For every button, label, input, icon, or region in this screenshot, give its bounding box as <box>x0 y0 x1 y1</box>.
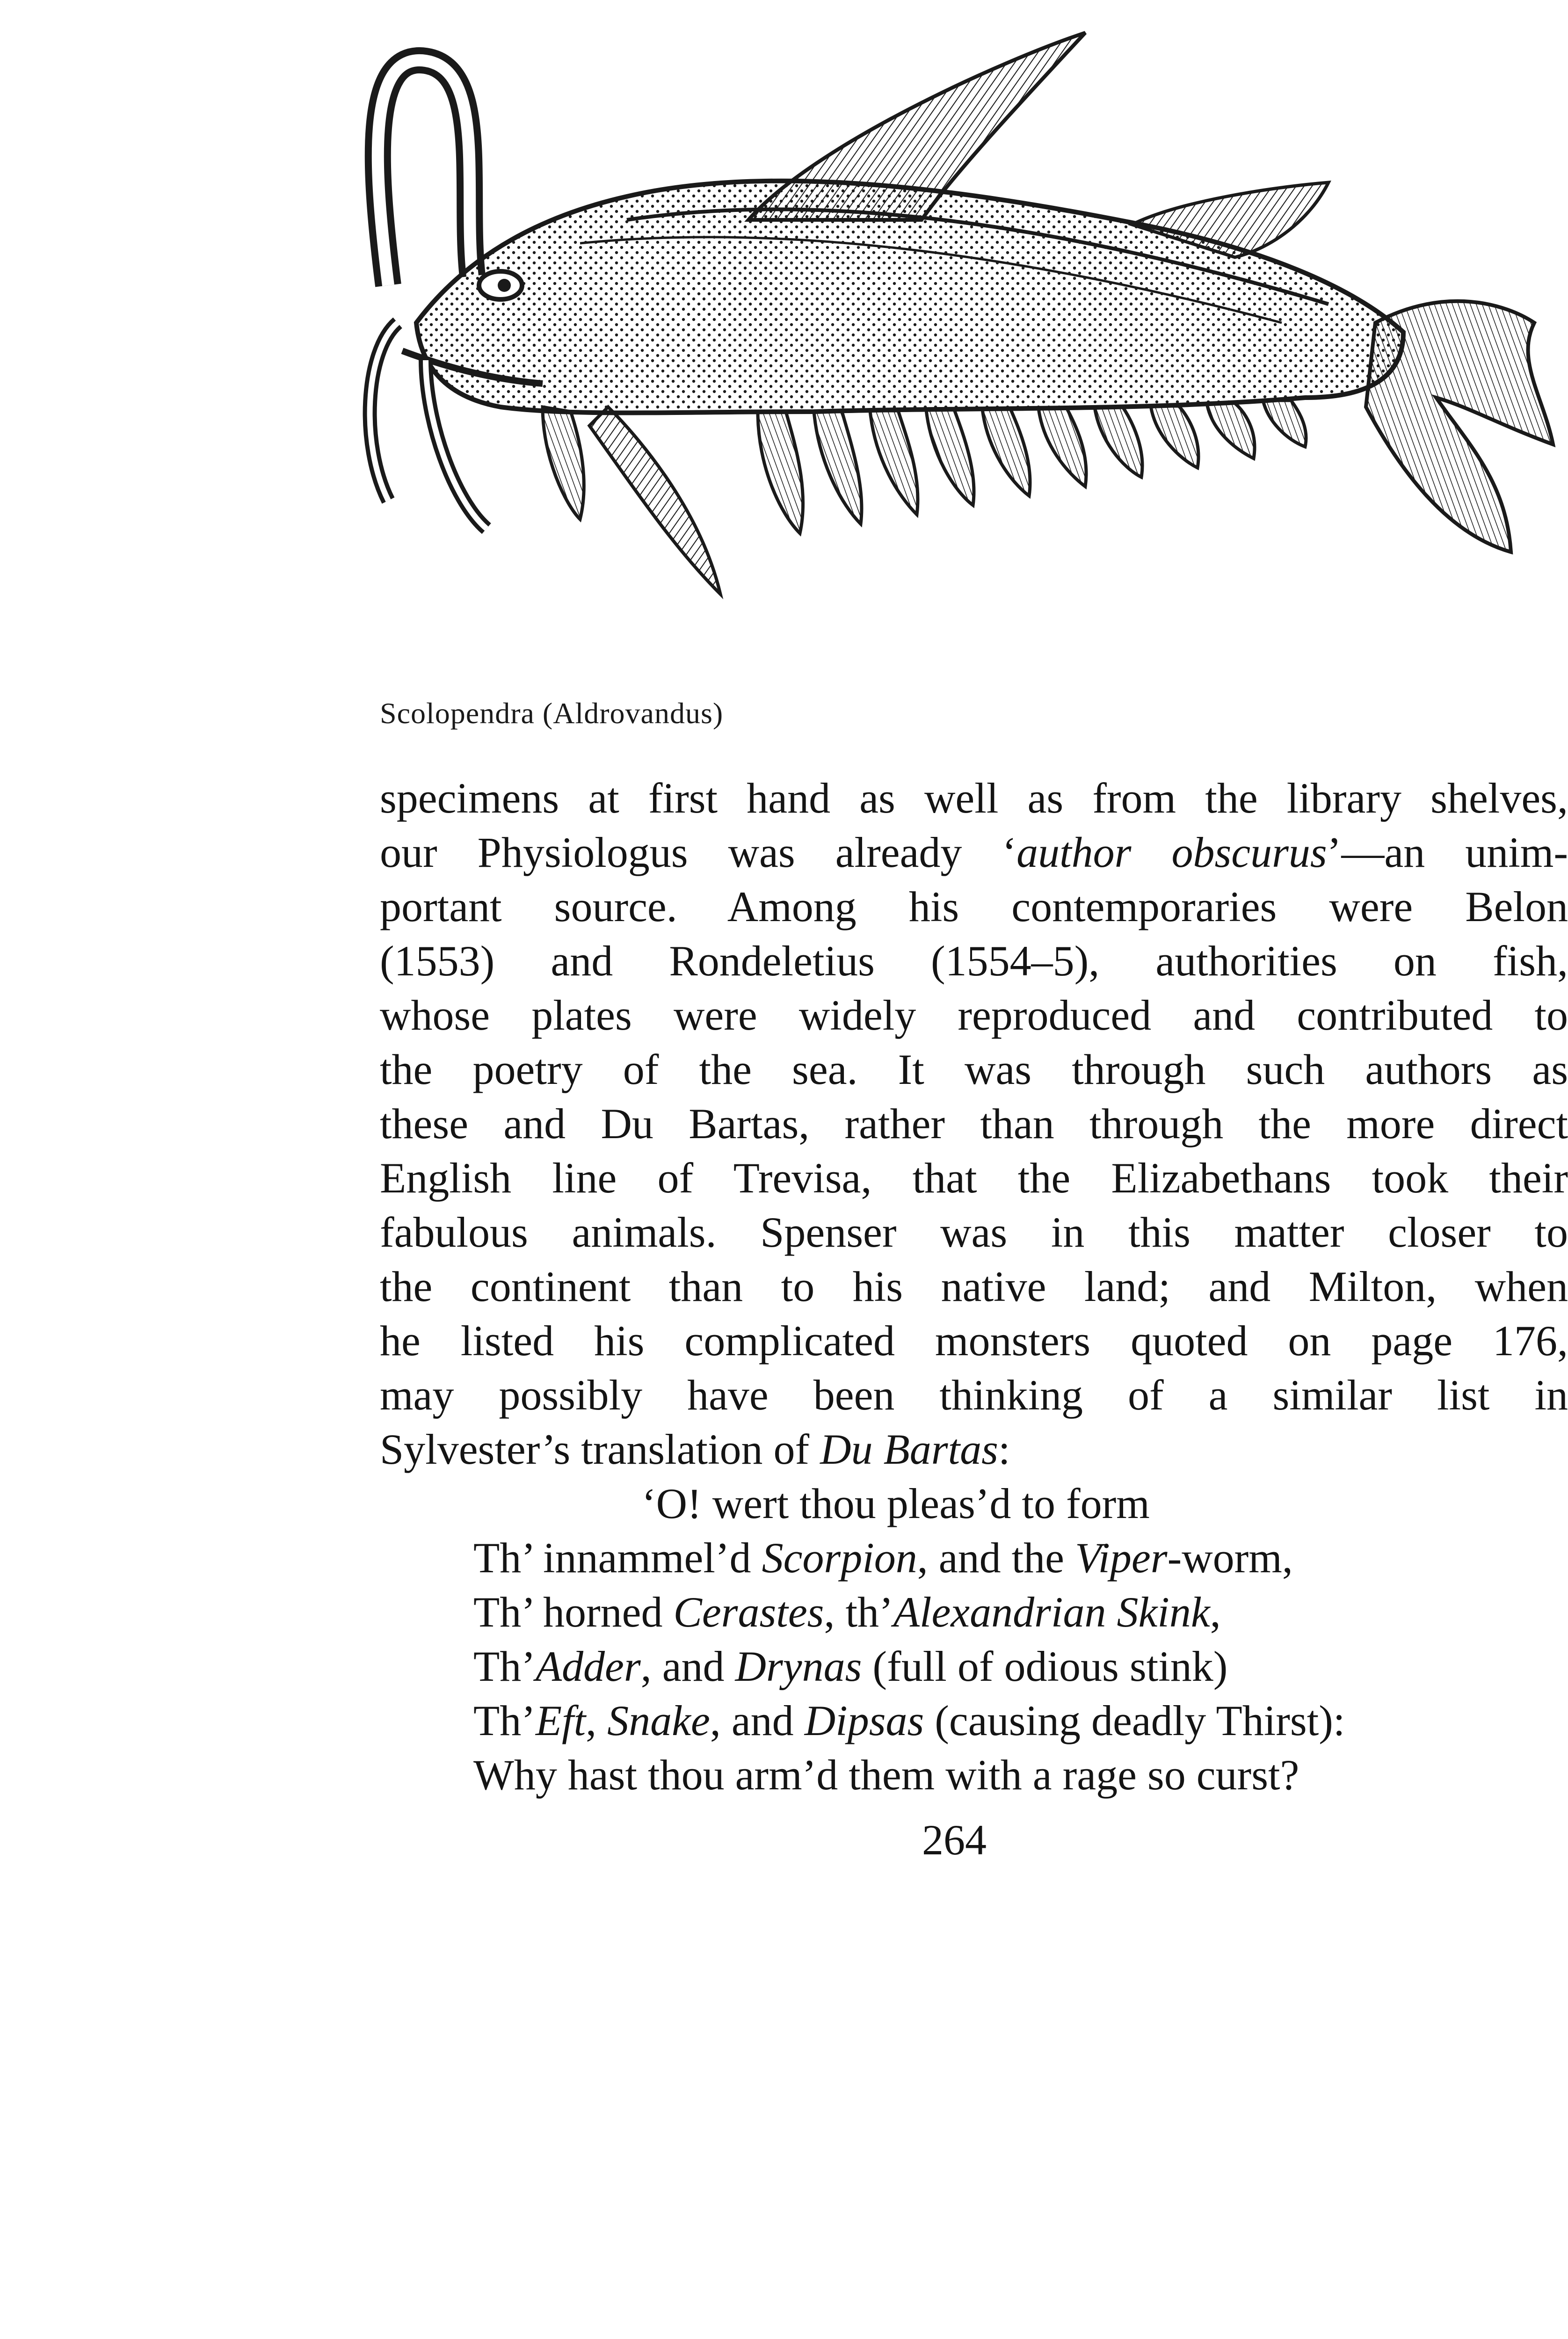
text-line: specimens at first hand as well as from the library shelves, <box>380 774 1568 822</box>
page-number: 264 <box>922 1816 987 1864</box>
verse-line: ‘O! wert thou pleas’d to form <box>642 1480 1150 1527</box>
text-line: English line of Trevisa, that the Elizabethans took their <box>380 1154 1568 1202</box>
text-line: may possibly have been thinking of a similar list in <box>380 1371 1568 1419</box>
text-line: these and Du Bartas, rather than through the more direct <box>380 1100 1568 1148</box>
verse-line: Th’ innammel’d Scorpion, and the Viper-worm, <box>473 1534 1293 1582</box>
verse-line: Th’Adder, and Drynas (full of odious stink) <box>473 1642 1228 1690</box>
text-line: fabulous animals. Spenser was in this matter closer to <box>380 1208 1568 1256</box>
figure-caption: Scolopendra (Aldrovandus) <box>380 697 724 730</box>
text-line: whose plates were widely reproduced and contributed to <box>380 991 1568 1039</box>
scolopendra-illustration <box>346 23 1558 627</box>
text-line: the poetry of the sea. It was through such authors as <box>380 1046 1568 1093</box>
text-line: portant source. Among his contemporaries were Belon <box>380 883 1568 930</box>
text-line: the continent than to his native land; and Milton, when <box>380 1263 1568 1310</box>
verse-line: Th’Eft, Snake, and Dipsas (causing deadly Thirst): <box>473 1697 1345 1744</box>
text-line: (1553) and Rondeletius (1554–5), authorities on fish, <box>380 937 1568 985</box>
text-line: our Physiologus was already ‘author obscurus’—an unim- <box>380 828 1568 876</box>
scolopendra-fish-icon <box>346 23 1558 627</box>
text-line: Sylvester’s translation of Du Bartas: <box>380 1425 1010 1473</box>
verse-line: Why hast thou arm’d them with a rage so curst? <box>473 1751 1299 1799</box>
text-line: he listed his complicated monsters quoted on page 176, <box>380 1317 1568 1365</box>
verse-line: Th’ horned Cerastes, th’Alexandrian Skink, <box>473 1588 1221 1636</box>
body-text <box>380 771 1568 1802</box>
